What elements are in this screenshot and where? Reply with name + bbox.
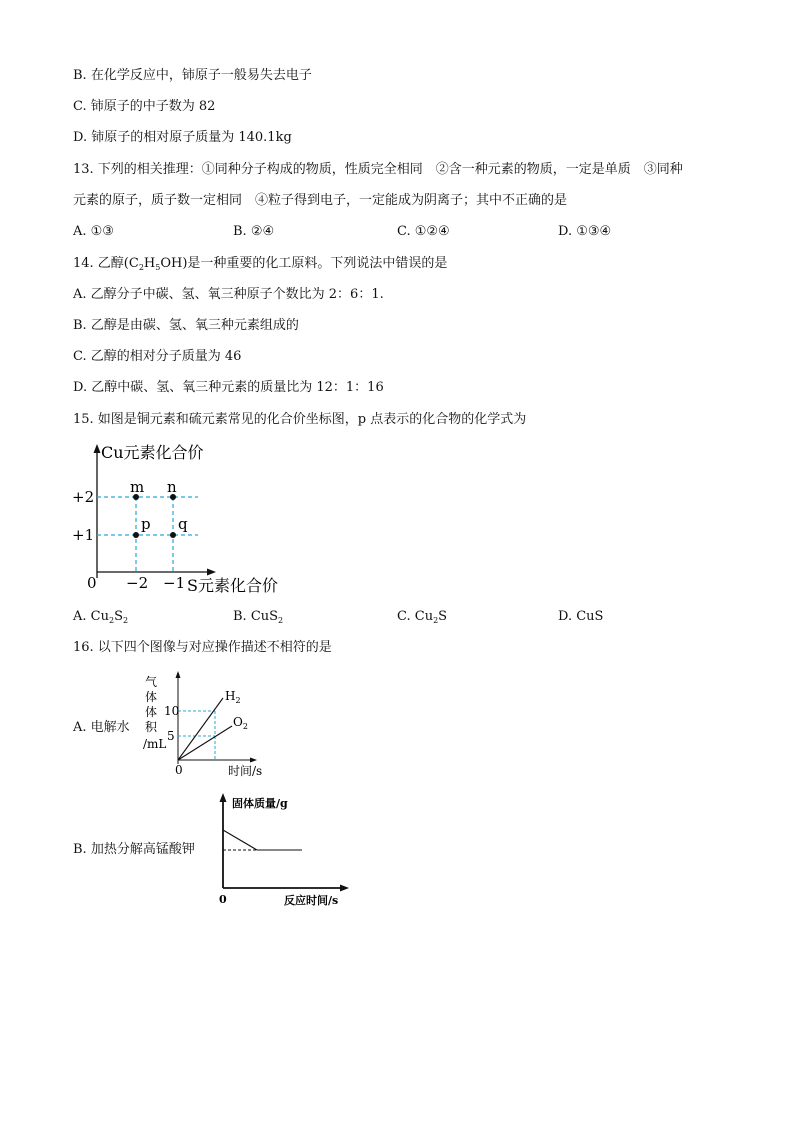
q15-y-axis-arrow	[94, 444, 101, 453]
q15-option-c: C. $Cu_2S$	[397, 609, 448, 625]
q13-stem-line2: 元素的原子，质子数一定相同 ④粒子得到电子，一定能成为阴离子；其中不正确的是	[73, 193, 568, 208]
q16a-y-label-char4: 积	[145, 720, 158, 734]
q16b-origin: 0	[219, 893, 227, 906]
q15-point-p	[133, 532, 139, 538]
q15-stem: 15. 如图是铜元素和硫元素常见的化合价坐标图，p 点表示的化合物的化学式为	[73, 412, 527, 427]
q16-option-b-label: B. 加热分解高锰酸钾	[73, 842, 195, 857]
q14-option-d: D. 乙醇中碳、氢、氧三种元素的质量比为 12：1：16	[73, 380, 384, 395]
q14-option-a: A. 乙醇分子中碳、氢、氧三种原子个数比为 2：6：1.	[73, 287, 384, 302]
q15-point-label-q: q	[178, 515, 188, 533]
q16b-y-label: 固体质量/g	[232, 797, 288, 810]
q16a-x-label: 时间/s	[228, 764, 263, 778]
q13-option-b: B. ②④	[233, 224, 275, 239]
q16a-y-axis-arrow	[176, 671, 181, 678]
q16a-ytick-10: 10	[164, 704, 180, 718]
q16-option-a-label: A. 电解水	[73, 720, 130, 735]
q12-option-c: C. 铈原子的中子数为 82	[73, 99, 216, 114]
q15-point-label-n: n	[167, 478, 177, 496]
q16-stem: 16. 以下四个图像与对应操作描述不相符的是	[73, 640, 332, 655]
q13-option-d: D. ①③④	[558, 224, 612, 239]
q15-x-axis-arrow	[207, 569, 216, 576]
q12-option-b: B. 在化学反应中，铈原子一般易失去电子	[73, 68, 312, 83]
q15-option-a: A. $Cu_2S_2$	[73, 609, 129, 625]
q15-xtick-minus2: −2	[126, 574, 149, 592]
q15-option-b: B. CuS$_2$	[233, 609, 284, 625]
q15-valence-chart	[70, 438, 320, 598]
q16a-o2-line	[178, 726, 232, 760]
q15-option-d: D. CuS	[558, 609, 604, 624]
q16a-y-label-char3: 体	[145, 705, 158, 719]
q15-ytick-plus1: +1	[72, 526, 95, 544]
q16a-h2-label: $H_2$	[225, 689, 241, 705]
q15-origin-label: 0	[87, 574, 97, 592]
q16b-x-label: 反应时间/s	[284, 894, 339, 907]
q16-kmno4-chart	[210, 790, 360, 908]
q15-y-axis-label: Cu元素化合价	[101, 443, 204, 462]
q16a-ytick-5: 5	[167, 729, 175, 743]
q15-xtick-minus1: −1	[163, 574, 186, 592]
q16a-o2-label: $O_2$	[233, 715, 248, 731]
q13-stem-line1: 13. 下列的相关推理：①同种分子构成的物质，性质完全相同 ②含一种元素的物质，一定是单质 ③同种	[73, 162, 683, 177]
q13-option-c: C. ①②④	[397, 224, 450, 239]
q12-option-d: D. 铈原子的相对原子质量为 140.1kg	[73, 130, 292, 145]
q16a-y-label-char2: 体	[145, 690, 158, 704]
q14-option-b: B. 乙醇是由碳、氢、氧三种元素组成的	[73, 318, 299, 333]
q16a-y-label-char1: 气	[145, 675, 158, 689]
q16-electrolysis-chart	[140, 668, 280, 780]
q16a-h2-line	[178, 698, 223, 760]
q16a-origin: 0	[175, 763, 183, 777]
q14-stem: 14. 乙醇$(C_2H_5OH)$是一种重要的化工原料。下列说法中错误的是	[73, 256, 448, 272]
q15-ytick-plus2: +2	[72, 488, 95, 506]
q15-point-q	[170, 532, 176, 538]
q14-option-c: C. 乙醇的相对分子质量为 46	[73, 349, 242, 364]
q16b-y-axis-arrow	[220, 793, 227, 802]
q16b-mass-curve	[223, 830, 302, 850]
q15-point-label-m: m	[130, 478, 145, 496]
q16a-x-axis-arrow	[250, 758, 257, 763]
q15-point-label-p: p	[141, 515, 151, 533]
q16b-x-axis-arrow	[340, 885, 349, 892]
q16a-y-unit: /mL	[143, 737, 167, 751]
q15-x-axis-label: S元素化合价	[187, 576, 278, 595]
q13-option-a: A. ①③	[73, 224, 114, 239]
